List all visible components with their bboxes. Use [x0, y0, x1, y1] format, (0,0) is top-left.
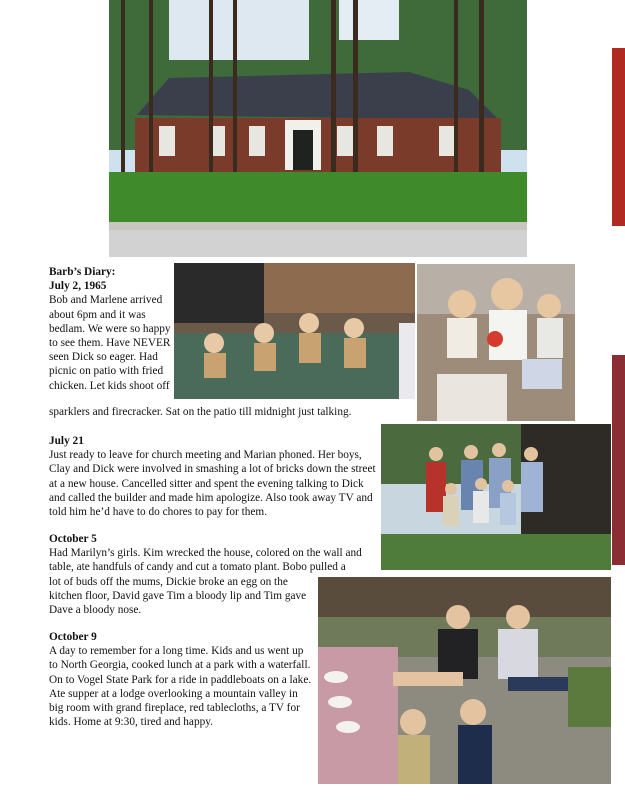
entry-text: A day to remember for a long time. Kids and us went up to North Georgia, cooked lunch at a park with a waterfall. On to Vogel State Park for a ride in paddleboats on a lake. Ate supper at a lodge overlooking a mountain valley in big room with grand fireplace, red tablecloths, a TV for kids. Home at 9:30, tired and happy.	[49, 645, 312, 729]
diary-block-july-2-cont	[49, 405, 389, 419]
entry-date: October 9	[49, 631, 97, 643]
entry-date: July 21	[49, 435, 84, 447]
entry-text: Had Marilyn’s girls. Kim wrecked the house, colored on the wall and table, ate handfuls of candy and cut a tomato plant. Bobo pulled a	[49, 547, 362, 574]
house-photo	[109, 0, 527, 257]
entry-text: Bob and Marlene arrived about 6pm and it was bedlam. We were so happy to see them. Have NEVER seen Dick so eager. Had picnic on patio with fried chicken. Let kids shoot off	[49, 294, 171, 392]
patio-photo	[318, 577, 611, 784]
kids-gifts-photo	[417, 264, 575, 421]
family-group-photo	[381, 424, 611, 570]
entry-date: October 5	[49, 533, 97, 545]
entry-text: Just ready to leave for church meeting and Marian phoned. Her boys, Clay and Dick were involved in smashing a lot of bricks down the street at a new house. Cancelled sitter and spent the evening talking to Dick and called the builder and made him apologize. Also took away TV and told him he’d have to do chores to pay for them.	[49, 449, 376, 519]
entry-date: July 2, 1965	[49, 280, 107, 293]
page-edge-strip	[612, 355, 625, 565]
diary-block-october-5	[49, 532, 379, 575]
children-party-photo	[174, 263, 415, 399]
entry-text: lot of buds off the mums, Dickie broke an egg on the kitchen floor, David gave Tim a bloody lip and Tim gave Dave a bloody nose.	[49, 576, 307, 617]
diary-block-october-9	[49, 630, 313, 729]
diary-block-july-2	[49, 265, 173, 393]
diary-block-october-5-cont	[49, 575, 313, 618]
diary-block-july-21	[49, 434, 379, 519]
diary-title: Barb’s Diary:	[49, 266, 116, 278]
page-edge-strip	[612, 48, 625, 226]
entry-text: sparklers and firecracker. Sat on the patio till midnight just talking.	[49, 406, 352, 418]
